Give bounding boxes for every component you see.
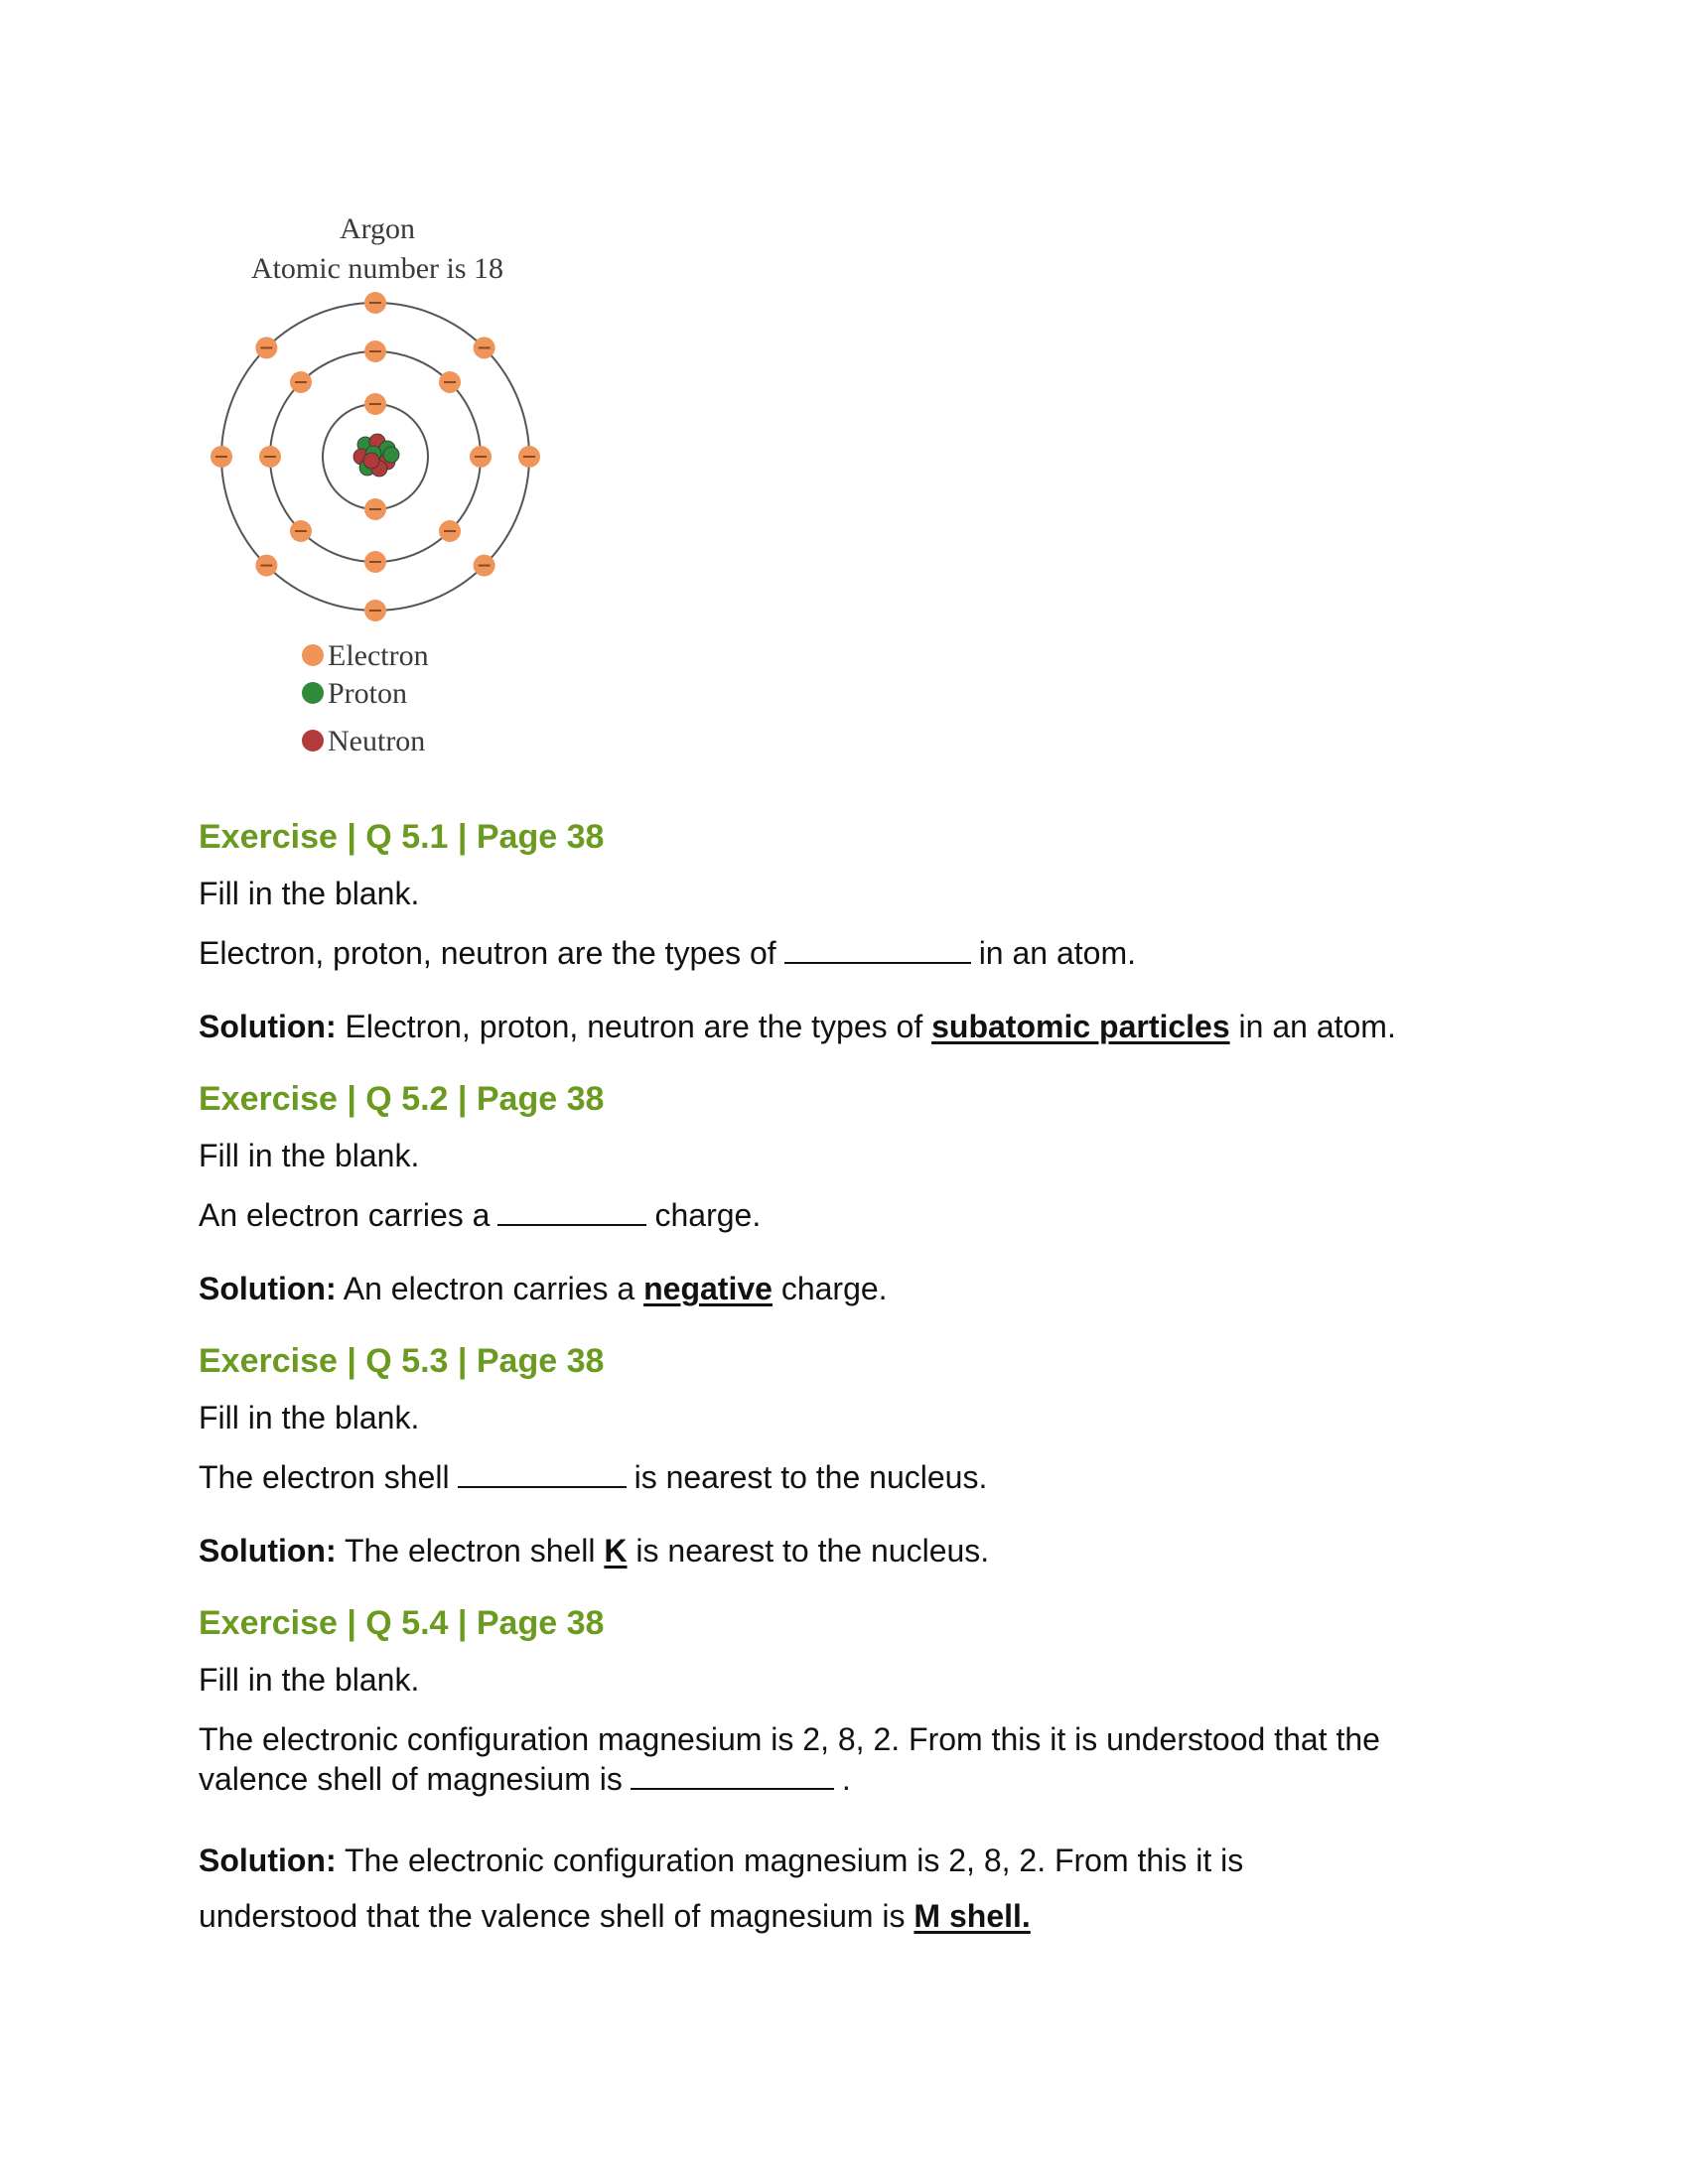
exercise-header: Exercise | Q 5.1 | Page 38 bbox=[199, 818, 605, 856]
exercise-header: Exercise | Q 5.3 | Page 38 bbox=[199, 1342, 605, 1380]
solution-answer: subatomic particles bbox=[931, 1009, 1230, 1044]
question-text bbox=[199, 1457, 1489, 1497]
legend-electron-label: Electron bbox=[328, 639, 429, 672]
answer-blank bbox=[497, 1196, 646, 1226]
legend-electron-dot bbox=[302, 644, 324, 666]
question-text bbox=[199, 933, 1489, 973]
solution bbox=[199, 1007, 1489, 1046]
question-text bbox=[199, 1719, 1489, 1799]
exercise-5-4 bbox=[199, 1600, 1489, 1944]
diagram-subtitle: Atomic number is 18 bbox=[250, 252, 504, 285]
solution-label: Solution: bbox=[199, 1271, 337, 1306]
question-after: . bbox=[841, 1761, 851, 1797]
solution bbox=[199, 1833, 1331, 1944]
solution-after: charge. bbox=[780, 1271, 888, 1306]
question-before: An electron carries a bbox=[199, 1197, 491, 1233]
exercise-header: Exercise | Q 5.4 | Page 38 bbox=[199, 1604, 605, 1642]
legend-proton-dot bbox=[302, 682, 324, 704]
instruction: Fill in the blank. bbox=[199, 1662, 420, 1698]
diagram-title: Argon bbox=[339, 212, 416, 245]
answer-blank bbox=[784, 934, 971, 964]
solution-answer: K bbox=[604, 1533, 628, 1569]
solution-answer: negative bbox=[643, 1271, 773, 1306]
legend-neutron-label: Neutron bbox=[328, 725, 426, 757]
solution-label: Solution: bbox=[199, 1533, 337, 1569]
legend-neutron-dot bbox=[302, 730, 324, 751]
solution-label: Solution: bbox=[199, 1009, 337, 1044]
exercise-header: Exercise | Q 5.2 | Page 38 bbox=[199, 1080, 605, 1118]
solution-after: is nearest to the nucleus. bbox=[635, 1533, 990, 1569]
solution-before: An electron carries a bbox=[343, 1271, 635, 1306]
exercise-5-3 bbox=[199, 1338, 1489, 1570]
solution-before: The electronic configuration magnesium is 2, 8, 2. From this it is understood that the valence shell of magnesium is bbox=[199, 1843, 1244, 1934]
question-before: The electron shell bbox=[199, 1459, 450, 1495]
proton bbox=[383, 447, 399, 463]
solution-before: Electron, proton, neutron are the types of bbox=[345, 1009, 923, 1044]
nucleus bbox=[353, 434, 399, 477]
exercise-5-2 bbox=[199, 1076, 1489, 1308]
instruction: Fill in the blank. bbox=[199, 876, 420, 911]
neutron bbox=[363, 453, 379, 469]
answer-blank bbox=[458, 1458, 627, 1488]
solution-before: The electron shell bbox=[344, 1533, 596, 1569]
instruction: Fill in the blank. bbox=[199, 1138, 420, 1173]
solution-answer: M shell. bbox=[914, 1898, 1031, 1934]
question-after: charge. bbox=[654, 1197, 762, 1233]
question-after: is nearest to the nucleus. bbox=[633, 1459, 988, 1495]
question-after: in an atom. bbox=[978, 935, 1136, 971]
instruction: Fill in the blank. bbox=[199, 1400, 420, 1435]
solution-label: Solution: bbox=[199, 1843, 337, 1878]
question-text bbox=[199, 1195, 1489, 1235]
solution-after: in an atom. bbox=[1238, 1009, 1396, 1044]
atom-svg bbox=[199, 199, 556, 774]
solution bbox=[199, 1269, 1489, 1308]
legend-proton-label: Proton bbox=[328, 677, 408, 710]
answer-blank bbox=[631, 1760, 834, 1790]
question-before: The electronic configuration magnesium is 2, 8, 2. From this it is understood that the valence shell of magnesium is bbox=[199, 1721, 1380, 1797]
question-before: Electron, proton, neutron are the types of bbox=[199, 935, 776, 971]
solution bbox=[199, 1531, 1489, 1570]
exercise-list bbox=[199, 814, 1489, 1974]
argon-atom-diagram bbox=[199, 199, 556, 774]
exercise-5-1 bbox=[199, 814, 1489, 1046]
